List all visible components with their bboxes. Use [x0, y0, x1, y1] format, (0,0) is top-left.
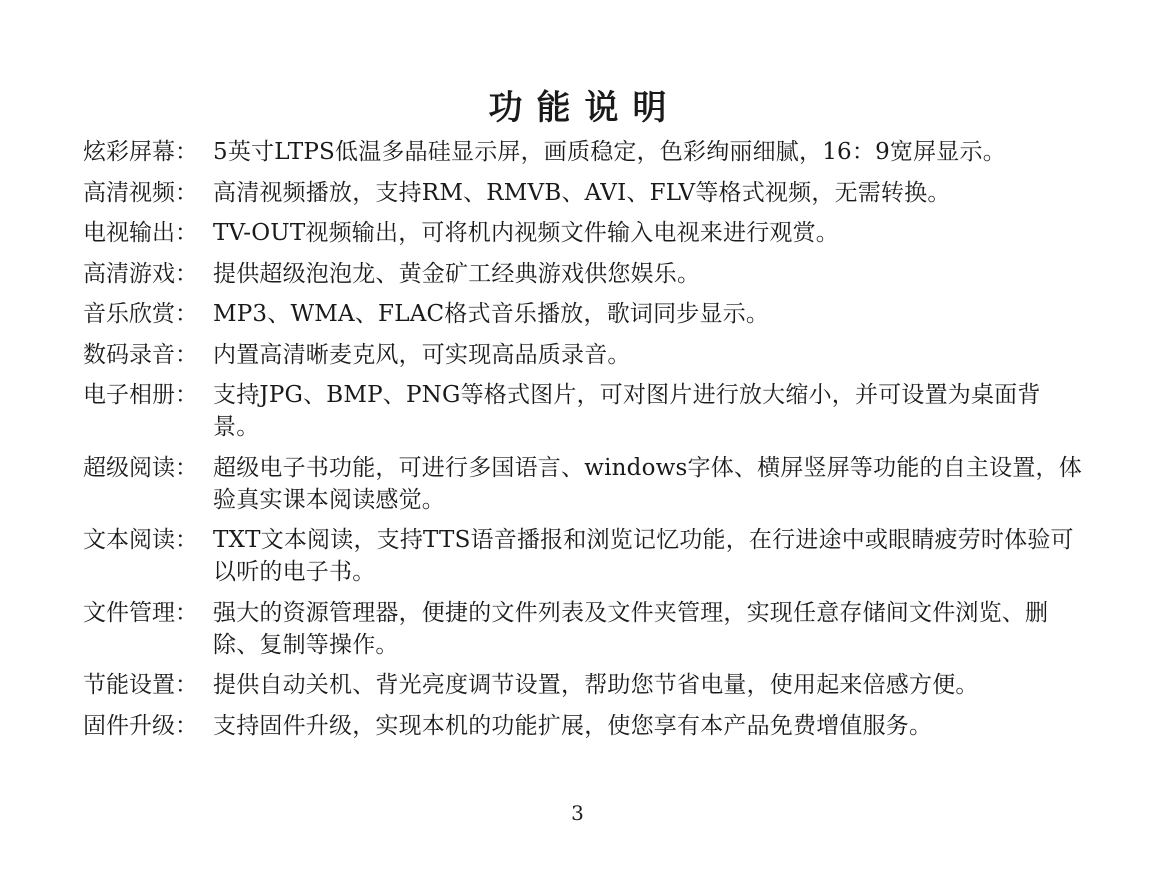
feature-description: MP3、WMA、FLAC格式音乐播放，歌词同步显示。 — [213, 301, 770, 327]
feature-item-screen — [83, 136, 1083, 168]
feature-item-super-reading — [83, 452, 1083, 516]
feature-description: 内置高清晰麦克风，可实现高品质录音。 — [213, 341, 631, 368]
feature-description: 强大的资源管理器，便捷的文件列表及文件夹管理，实现任意存储间文件浏览、删除、复制等操作。 — [213, 599, 1049, 658]
feature-item-photo-album — [83, 379, 1083, 443]
page-title: 功能说明 — [488, 88, 681, 128]
feature-item-firmware-upgrade — [83, 710, 1083, 742]
feature-item-recording — [83, 339, 1083, 371]
feature-label: 电子相册： — [83, 382, 198, 408]
feature-label: 文本阅读： — [83, 527, 198, 553]
feature-label: 音乐欣赏： — [83, 301, 198, 327]
feature-label: 高清视频： — [83, 179, 198, 206]
feature-item-video — [83, 177, 1083, 209]
feature-label: 固件升级： — [83, 712, 198, 739]
feature-label: 电视输出： — [83, 220, 198, 246]
feature-label: 炫彩屏幕： — [83, 139, 198, 165]
feature-label: 文件管理： — [83, 599, 198, 626]
feature-description: 高清视频播放，支持RM、RMVB、AVI、FLV等格式视频，无需转换。 — [213, 179, 951, 206]
feature-description: 提供自动关机、背光亮度调节设置，帮助您节省电量，使用起来倍感方便。 — [213, 672, 979, 698]
feature-label: 节能设置： — [83, 672, 198, 698]
feature-item-text-reading — [83, 524, 1083, 588]
feature-description: TXT文本阅读，支持TTS语音播报和浏览记忆功能，在行进途中或眼睛疲劳时体验可以听的电子书。 — [213, 527, 1074, 585]
feature-item-music — [83, 298, 1083, 330]
page-number: 3 — [571, 801, 584, 825]
feature-description: 超级电子书功能，可进行多国语言、windows字体、横屏竖屏等功能的自主设置，体验真实课本阅读感觉。 — [213, 454, 1082, 513]
feature-item-tv-out — [83, 217, 1083, 249]
feature-label: 高清游戏： — [83, 260, 198, 287]
feature-label: 超级阅读： — [83, 454, 198, 481]
feature-description: TV-OUT视频输出，可将机内视频文件输入电视来进行观赏。 — [213, 220, 839, 246]
feature-item-power-saving — [83, 669, 1083, 701]
feature-list — [83, 136, 1083, 750]
feature-item-games — [83, 258, 1083, 290]
feature-description: 提供超级泡泡龙、黄金矿工经典游戏供您娱乐。 — [213, 260, 701, 287]
feature-description: 支持JPG、BMP、PNG等格式图片，可对图片进行放大缩小，并可设置为桌面背景。 — [213, 382, 1041, 440]
feature-label: 数码录音： — [83, 341, 198, 368]
feature-item-file-management — [83, 597, 1083, 661]
feature-description: 5英寸LTPS低温多晶硅显示屏，画质稳定，色彩绚丽细腻，16：9宽屏显示。 — [213, 139, 1006, 165]
feature-description: 支持固件升级，实现本机的功能扩展，使您享有本产品免费增值服务。 — [213, 712, 933, 739]
